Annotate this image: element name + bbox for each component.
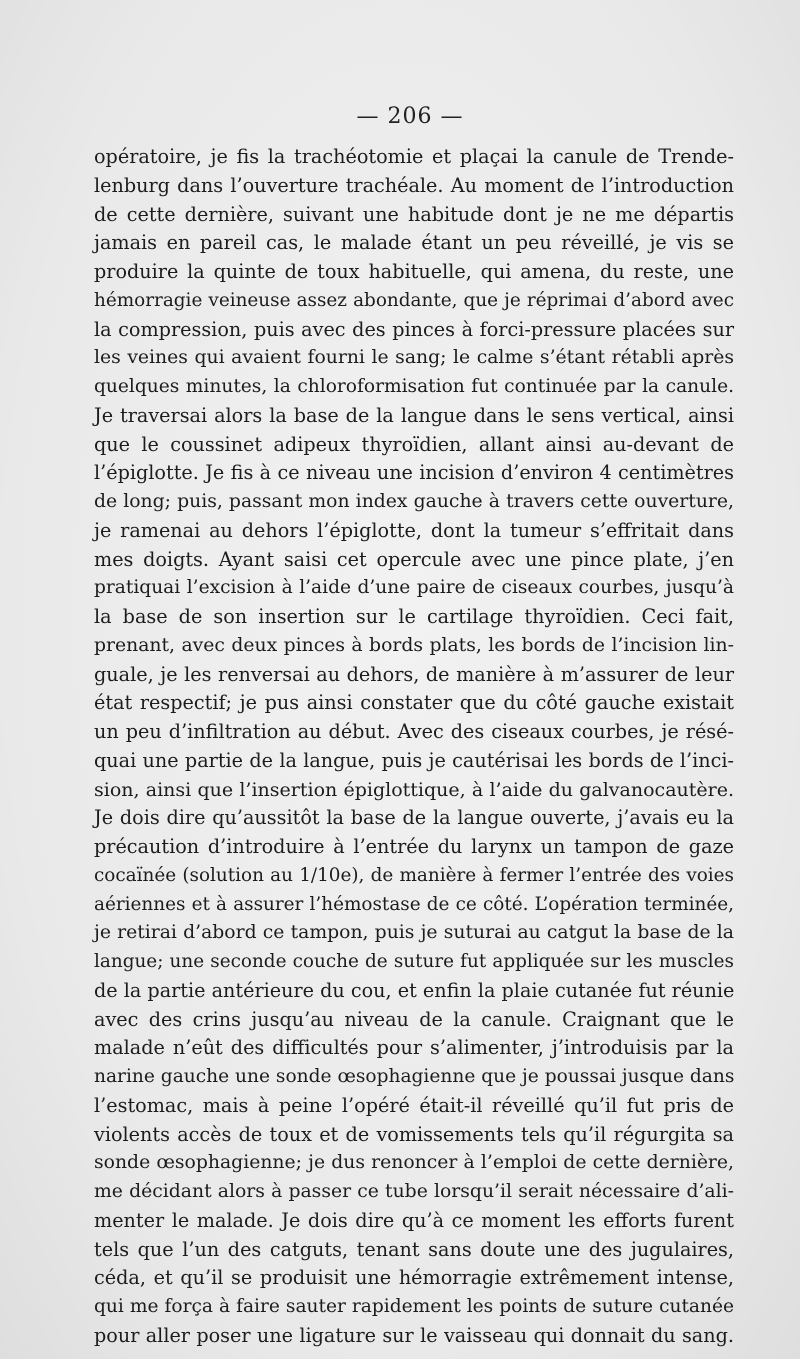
text-line: la compression, puis avec des pinces à forci-pressure placées sur	[94, 317, 734, 341]
text-line: de la partie antérieure du cou, et enfin la plaie cutanée fut réunie	[94, 978, 735, 1002]
text-line: pratiquai l’excision à l’aide d’une paire de ciseaux courbes, jusqu’à	[94, 577, 734, 599]
text-line: quai une partie de la langue, puis je cautérisai les bords de l’inci-	[94, 748, 734, 772]
text-line: lenburg dans l’ouverture trachéale. Au moment de l’introduction	[94, 173, 734, 197]
text-line: céda, et qu’il se produisit une hémorragie extrêmement intense,	[94, 1266, 734, 1290]
text-line: sonde œsophagienne; je dus renoncer à l’emploi de cette dernière,	[94, 1152, 734, 1174]
text-line: me décidant alors à passer ce tube lorsqu’il serait nécessaire d’ali-	[94, 1181, 734, 1202]
text-line: produire la quinte de toux habituelle, qui amena, du reste, une	[94, 260, 734, 283]
text-line: jamais en pareil cas, le malade étant un peu réveillé, je vis se	[94, 231, 734, 255]
text-line: les veines qui avaient fourni le sang; le calme s’étant rétabli après	[94, 347, 734, 369]
text-line: cocaïnée (solution au 1/10e), de manière à fermer l’entrée des voies	[94, 864, 734, 886]
text-line: l’épiglotte. Je fis à ce niveau une incision d’environ 4 centimètres	[94, 461, 734, 485]
text-line: un peu d’infiltration au début. Avec des ciseaux courbes, je résé-	[94, 720, 734, 743]
text-line: narine gauche une sonde œsophagienne que je poussai jusque dans	[94, 1066, 735, 1087]
text-line: sion, ainsi que l’insertion épiglottique, à l’aide du galvanocautère.	[94, 778, 734, 801]
text-line: de cette dernière, suivant une habitude dont je ne me départis	[94, 202, 734, 226]
text-line: tels que l’un des catguts, tenant sans doute une des jugulaires,	[94, 1237, 734, 1261]
text-line: guale, je les renversai au dehors, de manière à m’assurer de leur	[94, 662, 734, 686]
text-line: menter le malade. Je dois dire qu’à ce moment les efforts furent	[94, 1208, 734, 1232]
text-line: aériennes et à assurer l’hémostase de ce côté. L’opération terminée,	[94, 893, 734, 915]
text-line: je ramenai au dehors l’épiglotte, dont la tumeur s’effritait dans	[94, 518, 734, 542]
text-line: que le coussinet adipeux thyroïdien, allant ainsi au-devant de	[94, 432, 734, 456]
text-line: avec des crins jusqu’au niveau de la canule. Craignant que le	[94, 1007, 734, 1031]
text-line: précaution d’introduire à l’entrée du larynx un tampon de gaze	[94, 835, 734, 858]
text-line: langue; une seconde couche de suture fut appliquée sur les muscles	[94, 951, 734, 972]
text-line: qui me força à faire sauter rapidement les points de suture cutanée	[94, 1296, 734, 1317]
text-line: pour aller poser une ligature sur le vaisseau qui donnait du sang.	[94, 1323, 734, 1347]
text-line: état respectif; je pus ainsi constater que du côté gauche existait	[94, 691, 734, 715]
text-line: Je traversai alors la base de la langue dans le sens vertical, ainsi	[94, 403, 734, 427]
text-line: hémorragie veineuse assez abondante, que je réprimai d’abord avec	[94, 289, 734, 311]
text-line: quelques minutes, la chloroformisation fut continuée par la canule.	[94, 376, 734, 397]
text-line: opératoire, je fis la trachéotomie et plaçai la canule de Trende-	[94, 145, 734, 168]
text-line: Je dois dire qu’aussitôt la base de la langue ouverte, j’avais eu la	[94, 806, 734, 830]
text-line: l’estomac, mais à peine l’opéré était-il réveillé qu’il fut pris de	[94, 1093, 734, 1117]
text-line: mes doigts. Ayant saisi cet opercule avec une pince plate, j’en	[94, 547, 734, 571]
text-line: violents accès de toux et de vomissements tels qu’il régurgita sa	[94, 1122, 734, 1146]
text-line: je retirai d’abord ce tampon, puis je suturai au catgut la base de la	[94, 922, 734, 944]
text-line: prenant, avec deux pinces à bords plats, les bords de l’incision lin-	[94, 634, 734, 656]
text-line: de long; puis, passant mon index gauche à travers cette ouverture,	[94, 491, 734, 512]
body-text	[94, 143, 734, 1351]
text-line: malade n’eût des difficultés pour s’alimenter, j’introduisis par la	[94, 1036, 734, 1060]
text-line: la base de son insertion sur le cartilage thyroïdien. Ceci fait,	[94, 605, 734, 628]
page-number: — 206 —	[356, 104, 464, 129]
